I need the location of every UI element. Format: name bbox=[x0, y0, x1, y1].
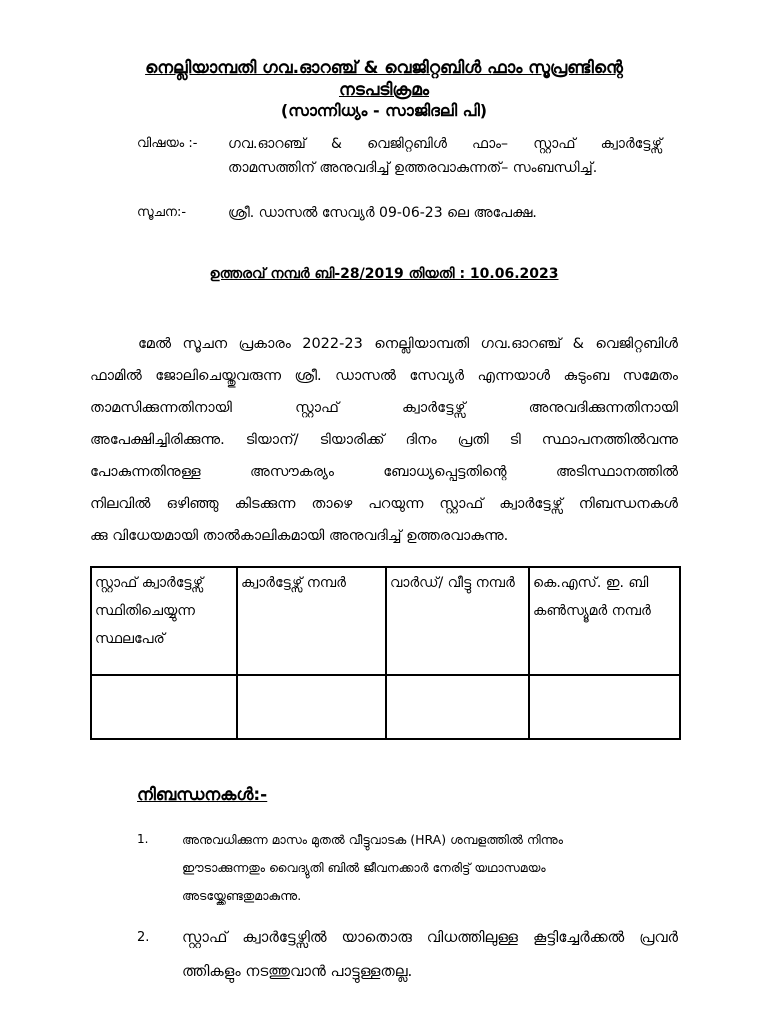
document-title: നെല്ലിയാമ്പതി ഗവ.ഓറഞ്ച് & വെജിറ്റബിൾ ഫാം സൂപ്രണ്ടിന്റെ bbox=[145, 58, 623, 78]
body-line: പോകുന്നതിനുള്ള അസൗകര്യം ബോധ്യപ്പെട്ടതിന്റെ അടിസ്ഥാനത്തിൽ bbox=[90, 464, 678, 480]
reference-text: ശ്രീ. ഡാസൽ സേവ്യർ 09-06-23 ലെ അപേക്ഷ. bbox=[228, 205, 537, 221]
condition-line: അനുവധിക്കുന്ന മാസം മുതൽ വീട്ടുവാടക (HRA) ശമ്പളത്തിൽ നിന്നും bbox=[182, 832, 563, 847]
table-header-row bbox=[91, 567, 680, 675]
table-cell bbox=[386, 675, 529, 739]
subject-line-1: ഗവ.ഓറഞ്ച് & വെജിറ്റബിൾ ഫാം– സ്റ്റാഫ് ക്വാർട്ടേഴ്സ് bbox=[228, 136, 662, 152]
condition-line: അടയ്ക്കേണ്ടതുമാകുന്നു. bbox=[182, 888, 302, 903]
condition-number: 1. bbox=[137, 832, 149, 846]
presence-line: (സാന്നിധ്യം - സാജിദലി പി) bbox=[280, 101, 488, 120]
body-paragraph bbox=[90, 328, 678, 552]
condition-line: സ്റ്റാഫ് ക്വാർട്ടേഴ്സിൽ യാതൊരു വിധത്തിലുള്ള കൂട്ടിച്ചേർക്കൽ പ്രവർ bbox=[182, 928, 678, 946]
condition-text bbox=[182, 826, 678, 910]
header-ward-house-number: വാർഡ്/ വീട്ടു നമ്പർ bbox=[386, 567, 529, 675]
header-kseb-consumer-number: കെ.എസ്. ഇ. ബി കൺസ്യൂമർ നമ്പർ bbox=[529, 567, 680, 675]
body-line: ക്കു വിധേയമായി താൽകാലികമായി അനുവദിച്ച് ഉത്തരവാകുന്നു. bbox=[90, 528, 509, 544]
table-cell bbox=[529, 675, 680, 739]
condition-number: 2. bbox=[137, 930, 150, 945]
subject-label: വിഷയം :- bbox=[137, 136, 198, 151]
reference-label: സൂചന:- bbox=[137, 205, 187, 220]
body-line: നിലവിൽ ഒഴിഞ്ഞു കിടക്കുന്ന താഴെ പറയുന്ന സ്റ്റാഫ് ക്വാർട്ടേഴ്സ് നിബന്ധനകൾ bbox=[90, 496, 678, 512]
body-line: അപേക്ഷിച്ചിരിക്കുന്നു. ടിയാന്/ ടിയാരിക്ക് ദിനം പ്രതി ടി സ്ഥാപനത്തിൽവന്നു bbox=[90, 432, 678, 448]
body-line: താമസിക്കുന്നതിനായി സ്റ്റാഫ് ക്വാർട്ടേഴ്സ് അനുവദിക്കുന്നതിനായി bbox=[90, 400, 678, 416]
body-line: ഫാമിൽ ജോലിചെയ്തുവരുന്ന ശ്രീ. ഡാസൽ സേവ്യർ എന്നയാൾ കുടുംബ സമേതം bbox=[90, 368, 678, 384]
document-title-continued: നടപടിക്രമം bbox=[338, 80, 429, 100]
subject-line-2: താമസത്തിന് അനുവദിച്ച് ഉത്തരവാകുന്നത്– സംബന്ധിച്ച്. bbox=[228, 160, 598, 176]
condition-line: ഈടാക്കുന്നതും വൈദ്യുതി ബിൽ ജീവനക്കാർ നേരിട്ട് യഥാസമയം bbox=[182, 860, 546, 875]
header-quarters-number: ക്വാർട്ടേഴ്സ് നമ്പർ bbox=[237, 567, 386, 675]
condition-line: ത്തികളും നടത്തുവാൻ പാട്ടുള്ളതല്ല. bbox=[182, 962, 413, 980]
condition-text bbox=[182, 920, 678, 988]
header-location: സ്റ്റാഫ് ക്വാർട്ടേഴ്സ് സ്ഥിതിചെയ്യുന്ന സ്ഥലപേര് bbox=[91, 567, 237, 675]
table-row bbox=[91, 675, 680, 739]
quarters-table bbox=[90, 566, 681, 740]
table-cell bbox=[237, 675, 386, 739]
body-line: മേൽ സൂചന പ്രകാരം 2022-23 നെല്ലിയാമ്പതി ഗവ.ഓറഞ്ച് & വെജിറ്റബിൾ bbox=[138, 336, 678, 352]
conditions-heading: നിബന്ധനകൾ:- bbox=[137, 785, 268, 805]
table-cell bbox=[91, 675, 237, 739]
order-number: ഉത്തരവ് നമ്പർ ബി-28/2019 തിയതി : 10.06.2023 bbox=[209, 266, 559, 282]
